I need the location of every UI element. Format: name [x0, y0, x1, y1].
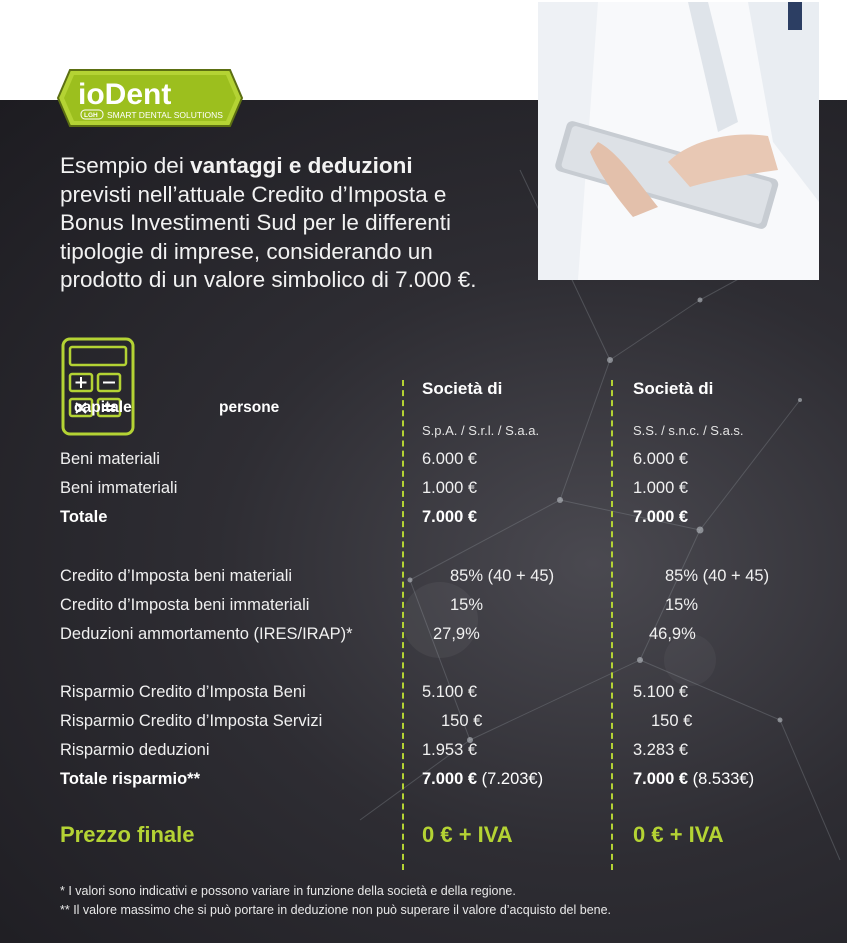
doctor-tablet-photo	[538, 2, 819, 280]
table-row	[0, 567, 847, 593]
row-value-col2: 3.283 €	[633, 741, 689, 759]
row-value-col2: 46,9%	[649, 625, 696, 643]
table-row	[0, 596, 847, 622]
row-value-col1: 5.100 €	[422, 683, 478, 701]
iodent-logo	[56, 66, 244, 130]
intro-line-2: previsti nell’attuale Credito d’Imposta e	[60, 181, 447, 207]
row-value-col1: 1.953 €	[422, 741, 478, 759]
row-value-col2: 6.000 €	[633, 450, 689, 468]
row-value-col2: 15%	[665, 596, 699, 614]
intro-line-1-bold: vantaggi e deduzioni	[190, 153, 413, 178]
row-label: Credito d’Imposta beni immateriali	[60, 596, 310, 614]
row-value-col1: 85% (40 + 45)	[450, 567, 555, 585]
row-label: Risparmio Credito d’Imposta Beni	[60, 683, 306, 701]
row-value-col1: 15%	[450, 596, 484, 614]
row-label: Risparmio deduzioni	[60, 741, 210, 759]
row-label: Beni materiali	[60, 450, 160, 468]
row-value-col2: 5.100 €	[633, 683, 689, 701]
row-value-col1: 6.000 €	[422, 450, 478, 468]
intro-line-1-prefix: Esempio dei	[60, 153, 191, 178]
row-label: Risparmio Credito d’Imposta Servizi	[60, 712, 323, 730]
row-value-col1: 150 €	[441, 712, 483, 730]
table-row	[0, 712, 847, 738]
row-value-col1-extra: (7.203€)	[477, 770, 544, 788]
table-row	[0, 741, 847, 767]
table-row	[0, 683, 847, 709]
row-value-col2-bold: 7.000 €	[633, 770, 689, 788]
logo-tagline: SMART DENTAL SOLUTIONS	[107, 110, 223, 120]
row-value-col2: 1.000 €	[633, 479, 689, 497]
table-row-total	[0, 508, 847, 534]
row-value-col2	[633, 770, 754, 789]
row-value-col1-bold: 7.000 €	[422, 770, 478, 788]
header-label-persone: persone	[219, 399, 280, 416]
col1-title: Società di	[422, 379, 503, 398]
row-label: Deduzioni ammortamento (IRES/IRAP)*	[60, 625, 353, 643]
row-label: Totale risparmio**	[60, 770, 200, 788]
footnote-2: ** Il valore massimo che si può portare in deduzione non può superare il valore d’acquisto del bene.	[60, 903, 612, 917]
row-value-col2: 150 €	[651, 712, 693, 730]
row-value-col1: 7.000 €	[422, 508, 478, 526]
row-label: Totale	[60, 508, 108, 526]
logo-badge: LGH	[84, 112, 98, 119]
row-value-col1: 1.000 €	[422, 479, 478, 497]
row-value-col2-extra: (8.533€)	[688, 770, 755, 788]
row-label: Credito d’Imposta beni materiali	[60, 567, 293, 585]
final-price-col1: 0 € + IVA	[422, 822, 513, 847]
final-price-col2: 0 € + IVA	[633, 822, 724, 847]
intro-line-5: prodotto di un valore simbolico di 7.000 €.	[60, 267, 477, 292]
table-row	[0, 450, 847, 476]
col1-subtitle: S.p.A. / S.r.l. / S.a.a.	[422, 423, 540, 438]
row-label: Beni immateriali	[60, 479, 178, 497]
row-value-col1	[422, 770, 543, 789]
intro-line-4: tipologie di imprese, considerando un	[60, 238, 433, 264]
header-label-capitale: capitale	[74, 399, 132, 416]
intro-paragraph	[60, 152, 540, 295]
col2-subtitle: S.S. / s.n.c. / S.a.s.	[633, 423, 744, 438]
final-price-label: Prezzo finale	[60, 822, 195, 847]
table-row	[0, 479, 847, 505]
footnotes	[60, 882, 611, 920]
intro-line-3: Bonus Investimenti Sud per le differenti	[60, 210, 452, 235]
logo-text: ioDent	[78, 78, 172, 111]
row-value-col1: 27,9%	[433, 625, 480, 643]
table-row-total-savings	[0, 770, 847, 796]
row-value-col2: 7.000 €	[633, 508, 689, 526]
intro-line-1	[60, 152, 540, 181]
footnote-1: * I valori sono indicativi e possono variare in funzione della società e della regione.	[60, 884, 516, 898]
col2-title: Società di	[633, 379, 714, 398]
row-value-col2: 85% (40 + 45)	[665, 567, 770, 585]
calculator-icon	[61, 337, 135, 436]
table-row	[0, 625, 847, 651]
